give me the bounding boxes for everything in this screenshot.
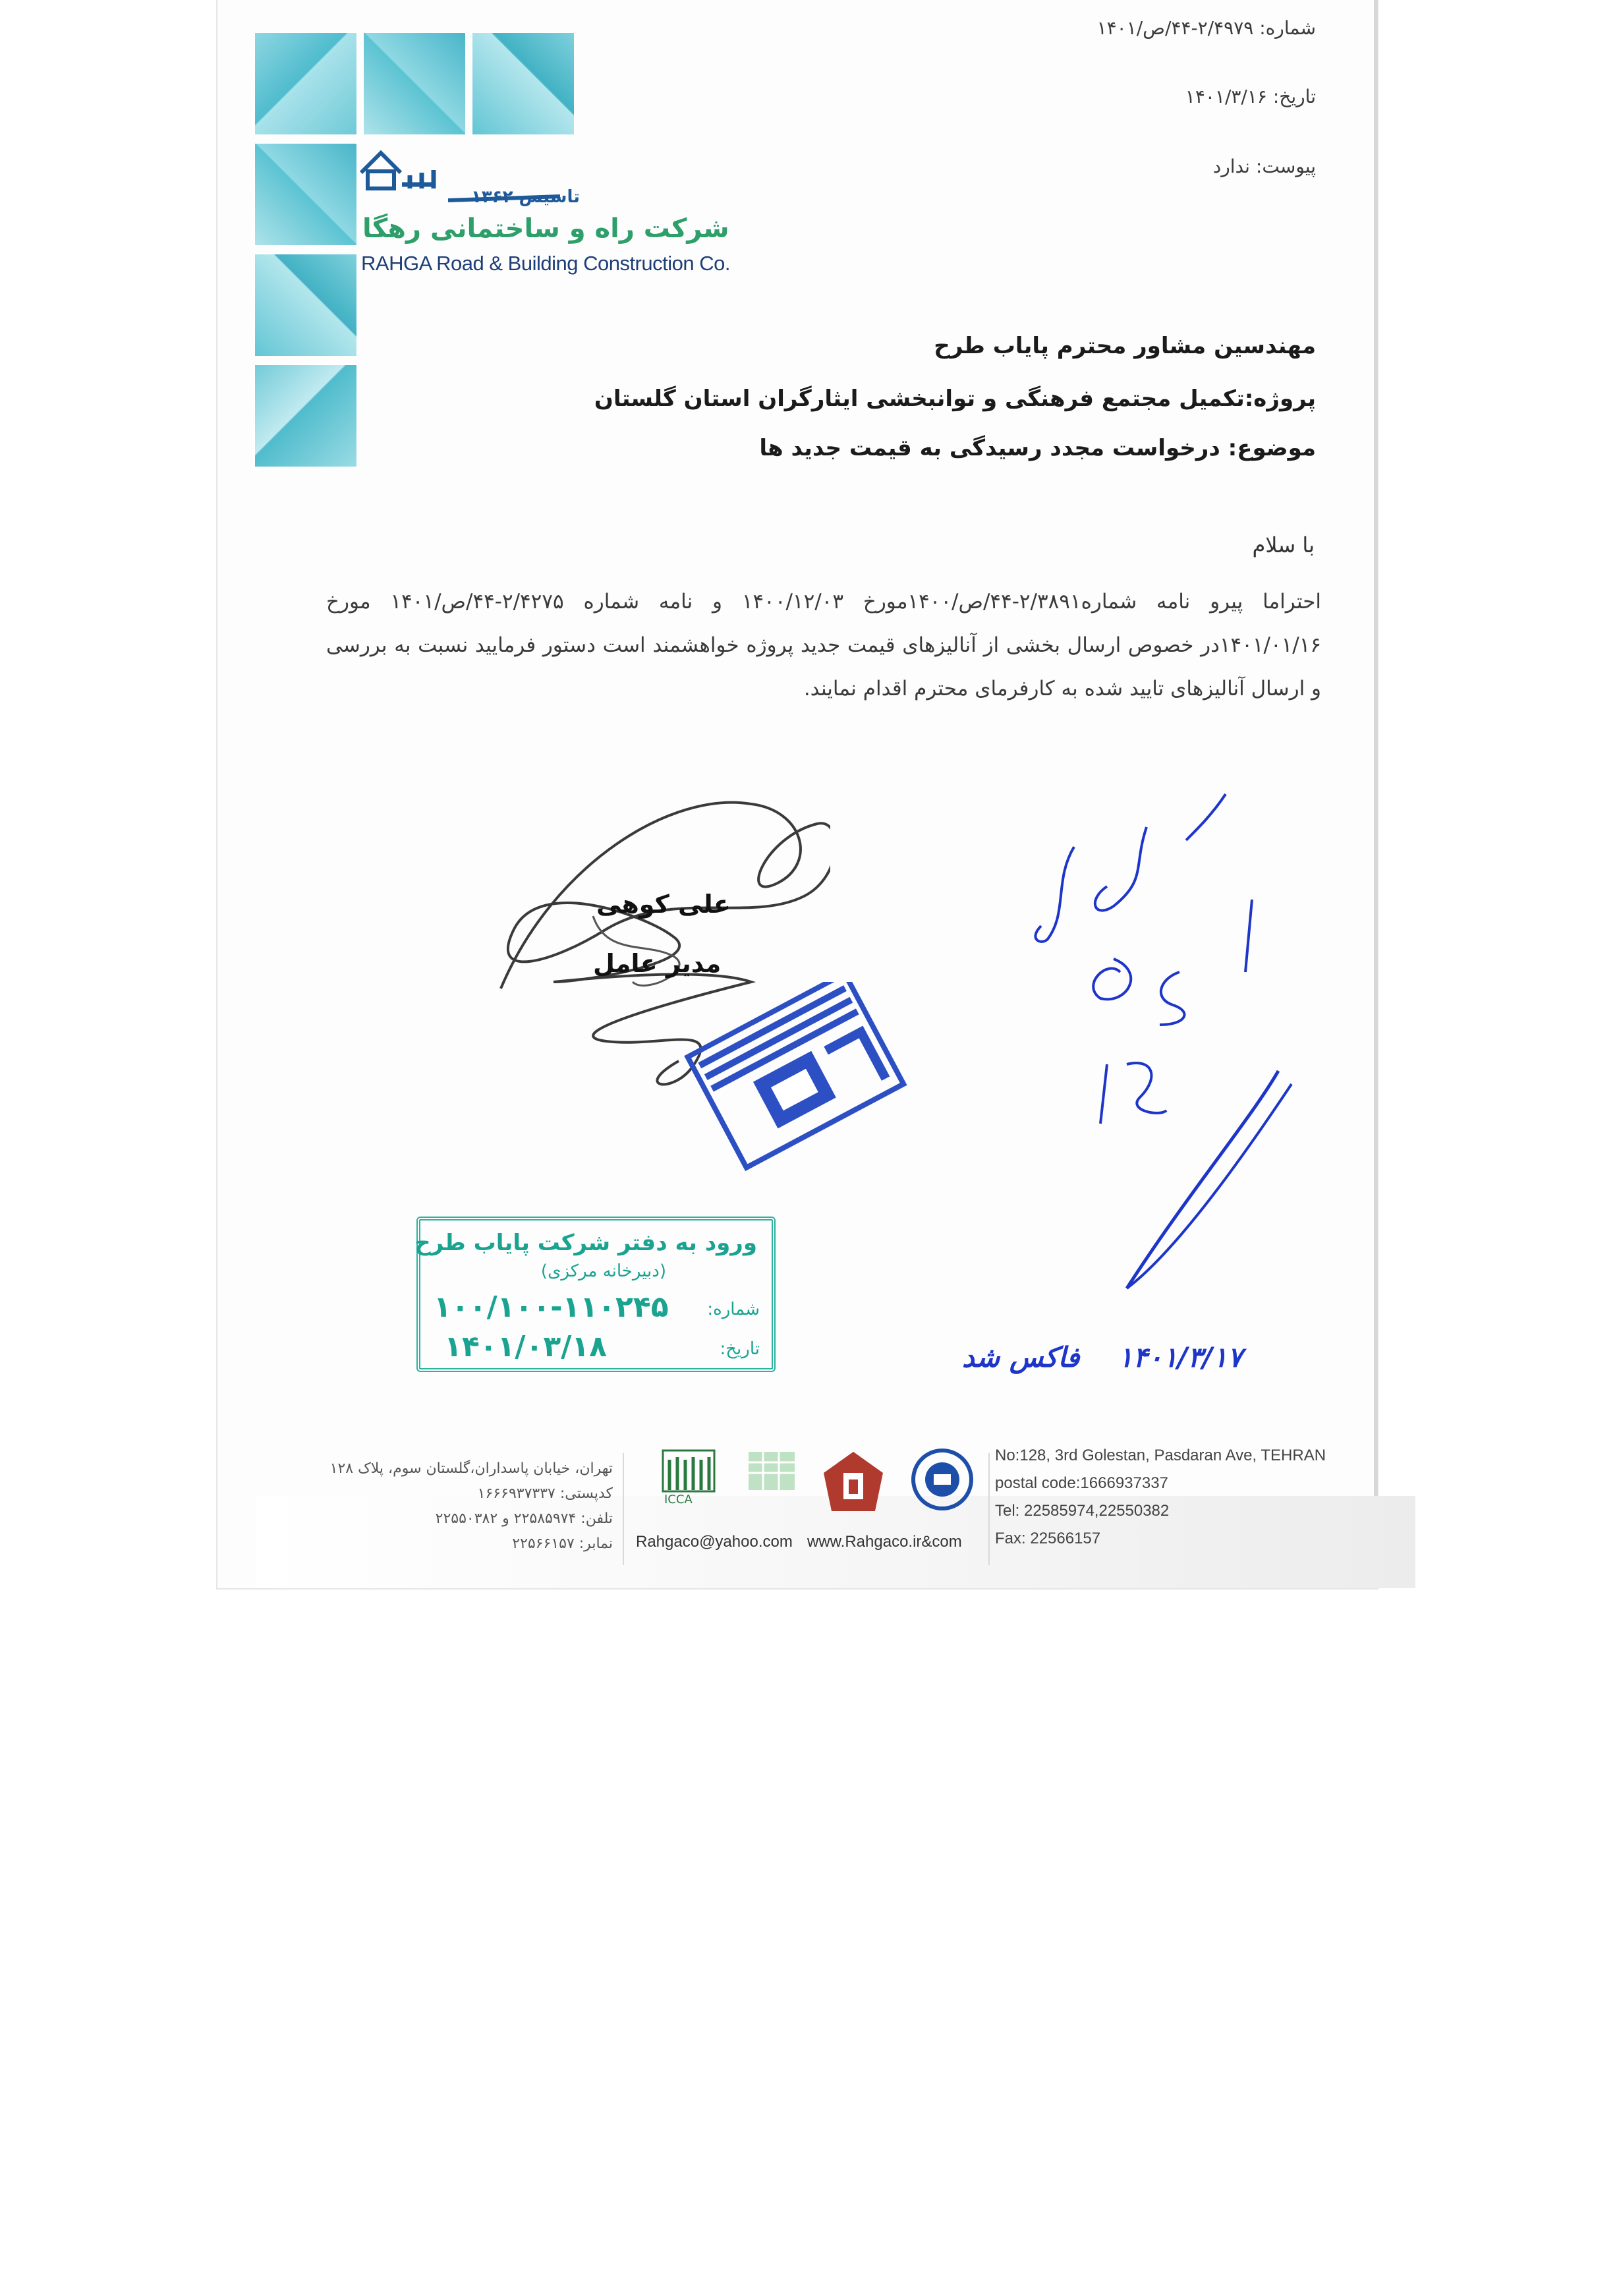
company-name-en: RAHGA Road & Building Construction Co.: [361, 252, 730, 275]
greeting: با سلام: [1252, 532, 1315, 558]
tile: [254, 32, 358, 136]
stamp-date-value: ۱۴۰۱/۰۳/۱۸: [444, 1330, 607, 1363]
signatory-name: علی کوهی: [596, 890, 731, 919]
letter-number: [1097, 17, 1316, 39]
fax-note: [962, 1341, 1242, 1373]
icca-caption: ICCA: [664, 1493, 693, 1507]
footer-address-fa: تهران، خیابان پاسداران،گلستان سوم، پلاک ۱۲۸: [329, 1460, 613, 1477]
letter-attachment: [1213, 156, 1316, 177]
letter-number-value: ۲/۴۹۷۹-۴۴/ص/۱۴۰۱: [1096, 17, 1254, 39]
header-tile-column: [254, 32, 362, 473]
receipt-stamp: [416, 1217, 776, 1372]
subject-line: موضوع: درخواست مجدد رسیدگی به قیمت جدید ها: [759, 435, 1316, 461]
tile: [471, 32, 575, 136]
header-tile-row: [362, 32, 577, 140]
stamp-line2: (دبیرخانه مرکزی): [540, 1261, 666, 1281]
letter-date-value: ۱۴۰۱/۳/۱۶: [1185, 86, 1267, 107]
footer-divider: [988, 1453, 990, 1565]
company-logo: [356, 146, 764, 278]
company-name-fa: شرکت راه و ساختمانی رهگا: [362, 214, 729, 244]
handwritten-note: [1015, 788, 1324, 1302]
signatory-title: مدیر عامل: [593, 949, 722, 978]
contractors-cert-icon: [745, 1447, 804, 1512]
stamp-line1: ورود به دفتر شرکت پایاب طرح: [414, 1230, 757, 1256]
stamp-number-value: ۱۰۰/۱۰۰-۱۱۰۲۴۵: [434, 1290, 669, 1324]
footer-divider: [623, 1453, 624, 1565]
footer-postal-en: postal code:1666937337: [995, 1474, 1168, 1492]
body-paragraph: احتراما پیرو نامه شماره۲/۳۸۹۱-۴۴/ص/۱۴۰۰مورخ ۱۴۰۰/۱۲/۰۳ و نامه شماره ۲/۴۲۷۵-۴۴/ص/۱۴۰۱ مورخ ۱۴۰۱/۰۱/۱۶در خصوص ارسال بخشی از آنالیزهای قیمت جدید پروژه خواهشمند است دستور فرمایید نسبت به بررسی و ارسال آنالیزهای تایید شده به کارفرمای محترم اقدام نمایند.: [326, 590, 1321, 701]
fax-date: ۱۴۰۱/۳/۱۷: [1118, 1341, 1243, 1373]
tile: [254, 142, 358, 246]
tuv-cert-icon: [906, 1447, 979, 1519]
stamp-date-label: تاریخ:: [720, 1339, 760, 1359]
letter-number-label: شماره:: [1259, 17, 1316, 39]
company-seal-icon: [659, 982, 936, 1180]
letter-date-label: تاریخ:: [1272, 86, 1316, 107]
fax-label: فاکس شد: [962, 1341, 1080, 1373]
footer-tel-en: Tel: 22585974,22550382: [995, 1502, 1170, 1520]
footer-contact-en: [995, 1442, 1326, 1553]
footer-website[interactable]: www.Rahgaco.ir&com: [807, 1533, 962, 1551]
footer-fax-en: Fax: 22566157: [995, 1530, 1101, 1547]
footer-tel-fa: تلفن: ۲۲۵۸۵۹۷۴ و ۲۲۵۵۰۳۸۲: [435, 1510, 613, 1527]
tile: [254, 253, 358, 357]
footer-email[interactable]: Rahgaco@yahoo.com: [636, 1533, 793, 1551]
company-established: تاسیس ۱۳۶۲: [471, 187, 580, 207]
engineering-cert-icon: [817, 1447, 890, 1519]
footer-address-en: No:128, 3rd Golestan, Pasdaran Ave, TEHRAN: [995, 1447, 1326, 1464]
tile: [362, 32, 467, 136]
footer-postal-fa: کدپستی: ۱۶۶۶۹۳۷۳۳۷: [477, 1485, 613, 1502]
letter-attachment-value: ندارد: [1212, 156, 1250, 177]
recipient: مهندسین مشاور محترم پایاب طرح: [934, 333, 1316, 359]
sheet-edge: [1374, 0, 1378, 1588]
tile: [254, 364, 358, 468]
stamp-number-label: شماره:: [707, 1300, 760, 1319]
letter-attachment-label: پیوست:: [1255, 156, 1316, 177]
footer-fax-fa: نمابر: ۲۲۵۶۶۱۵۷: [512, 1535, 613, 1552]
house-logo-icon: [356, 146, 441, 199]
footer-contact-fa: [323, 1456, 613, 1557]
project-line: پروژه:تکمیل مجتمع فرهنگی و توانبخشی ایثارگران استان گلستان: [594, 386, 1316, 412]
letter-date: [1185, 86, 1316, 107]
